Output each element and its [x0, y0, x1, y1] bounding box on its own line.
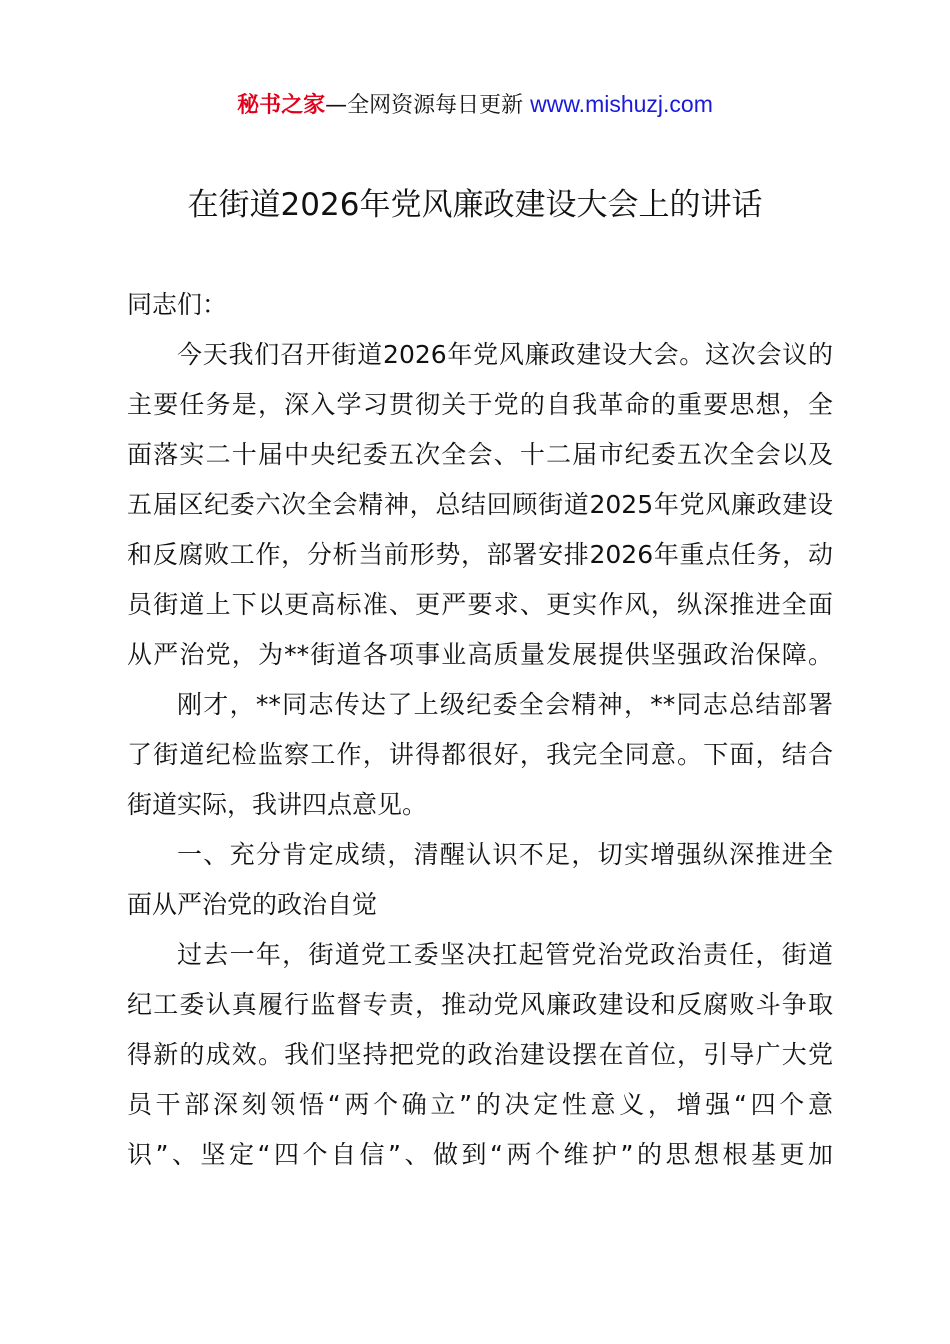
document-body	[127, 280, 833, 1180]
section-heading-line: 一、充分肯定成绩，清醒认识不足，切实增强纵深推进全	[177, 840, 833, 869]
document-title: 在街道2026年党风廉政建设大会上的讲话	[187, 187, 763, 223]
body-line: 刚才，**同志传达了上级纪委全会精神，**同志总结部署	[177, 690, 833, 719]
header-slogan: —全网资源每日更新	[325, 93, 531, 118]
body-line: 得新的成效。我们坚持把党的政治建设摆在首位，引导广大党	[127, 1040, 833, 1069]
body-line: 面落实二十届中央纪委五次全会、十二届市纪委五次全会以及	[127, 440, 833, 469]
body-line: 了街道纪检监察工作，讲得都很好，我完全同意。下面，结合	[127, 740, 833, 769]
body-line: 员街道上下以更高标准、更严要求、更实作风，纵深推进全面	[127, 590, 833, 619]
body-line: 识”、坚定“四个自信”、做到“两个维护”的思想根基更加	[127, 1140, 833, 1169]
site-url-link[interactable]: www.mishuzj.com	[530, 91, 713, 117]
body-line: 主要任务是，深入学习贯彻关于党的自我革命的重要思想，全	[127, 390, 833, 419]
section-heading-line: 面从严治党的政治自觉	[127, 890, 378, 919]
body-line: 五届区纪委六次全会精神，总结回顾街道2025年党风廉政建设	[127, 490, 833, 519]
salutation: 同志们：	[127, 290, 228, 319]
body-line: 纪工委认真履行监督专责，推动党风廉政建设和反腐败斗争取	[127, 990, 833, 1019]
site-header	[0, 86, 950, 124]
body-line: 今天我们召开街道2026年党风廉政建设大会。这次会议的	[177, 340, 833, 369]
brand-name: 秘书之家	[237, 93, 326, 118]
body-line: 从严治党，为**街道各项事业高质量发展提供坚强政治保障。	[127, 640, 833, 669]
body-line: 过去一年，街道党工委坚决扛起管党治党政治责任，街道	[177, 940, 833, 969]
body-line: 和反腐败工作，分析当前形势，部署安排2026年重点任务，动	[127, 540, 833, 569]
body-line: 员干部深刻领悟“两个确立”的决定性意义，增强“四个意	[127, 1090, 833, 1119]
body-line: 街道实际，我讲四点意见。	[127, 790, 428, 819]
